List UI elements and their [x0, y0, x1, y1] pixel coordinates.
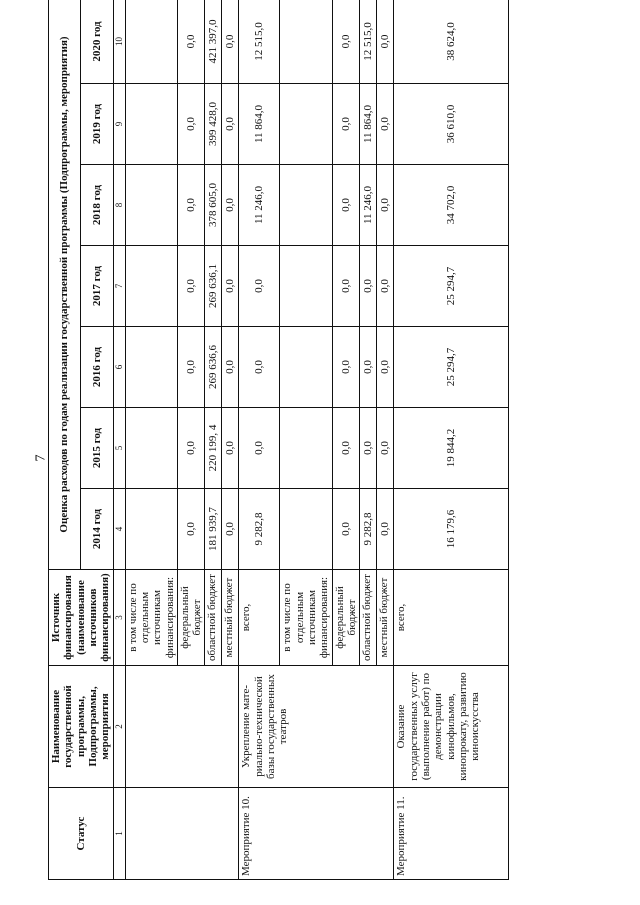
value-cell: 0,0	[332, 489, 360, 570]
header-year: 2017 год	[81, 246, 113, 327]
value-cell: 0,0	[222, 84, 239, 165]
value-cell: 12 515,0	[239, 0, 280, 84]
header-status: Статус	[49, 788, 114, 880]
value-cell: 0,0	[332, 84, 360, 165]
value-cell: 0,0	[222, 489, 239, 570]
value-cell: 0,0	[177, 246, 205, 327]
col-index: 6	[113, 327, 125, 408]
value-cell: 38 624,0	[394, 0, 509, 84]
value-cell: 11 864,0	[239, 84, 280, 165]
value-cell	[280, 246, 332, 327]
value-cell: 0,0	[177, 165, 205, 246]
value-cell: 12 515,0	[360, 0, 377, 84]
value-cell: 19 844,2	[394, 408, 509, 489]
value-cell: 0,0	[377, 489, 394, 570]
value-cell: 0,0	[239, 327, 280, 408]
source-cell: всего,	[394, 570, 509, 666]
source-cell: всего,	[239, 570, 280, 666]
col-index: 7	[113, 246, 125, 327]
value-cell	[125, 84, 177, 165]
value-cell	[125, 165, 177, 246]
value-cell: 9 282,8	[239, 489, 280, 570]
value-cell: 0,0	[222, 165, 239, 246]
value-cell	[280, 165, 332, 246]
value-cell: 11 864,0	[360, 84, 377, 165]
value-cell: 0,0	[222, 0, 239, 84]
col-index: 3	[113, 570, 125, 666]
value-cell	[280, 489, 332, 570]
value-cell	[280, 408, 332, 489]
value-cell: 181 939,7	[205, 489, 222, 570]
col-index: 9	[113, 84, 125, 165]
header-year: 2018 год	[81, 165, 113, 246]
budget-table	[48, 0, 509, 880]
value-cell: 0,0	[360, 246, 377, 327]
value-cell	[125, 408, 177, 489]
value-cell: 25 294,7	[394, 327, 509, 408]
col-index: 4	[113, 489, 125, 570]
table-row	[394, 0, 509, 880]
value-cell: 0,0	[222, 246, 239, 327]
column-index-row	[113, 0, 125, 880]
name-cell	[125, 666, 239, 788]
page-number: 7	[33, 454, 49, 462]
value-cell: 16 179,6	[394, 489, 509, 570]
header-year: 2019 год	[81, 84, 113, 165]
source-cell: в том числе по отдельным источникам финансирования:	[280, 570, 332, 666]
header-estimate: Оценка расходов по годам реализации государственной программы (Подпрограммы, мероприятия)	[49, 0, 81, 570]
status-cell: Мероприятие 11.	[394, 788, 509, 880]
source-cell: областной бюджет	[205, 570, 222, 666]
value-cell: 9 282,8	[360, 489, 377, 570]
rotated-table-wrapper	[48, 0, 588, 880]
header-year: 2016 год	[81, 327, 113, 408]
value-cell	[125, 327, 177, 408]
value-cell: 0,0	[239, 246, 280, 327]
value-cell	[280, 327, 332, 408]
col-index: 2	[113, 666, 125, 788]
name-cell: Укрепление мате-риально-технической базы государственных театров	[239, 666, 394, 788]
col-index: 5	[113, 408, 125, 489]
value-cell	[125, 0, 177, 84]
value-cell: 0,0	[332, 408, 360, 489]
value-cell	[125, 489, 177, 570]
value-cell: 0,0	[377, 84, 394, 165]
value-cell: 0,0	[177, 327, 205, 408]
value-cell: 0,0	[177, 408, 205, 489]
col-index: 1	[113, 788, 125, 880]
value-cell: 0,0	[377, 246, 394, 327]
source-cell: в том числе по отдельным источникам финансирования:	[125, 570, 177, 666]
name-cell: Оказание государственных услуг (выполнение работ) по демонстрации кинофильмов, кинопрокату, развитию киноискусства	[394, 666, 509, 788]
value-cell: 0,0	[239, 408, 280, 489]
value-cell: 269 636,1	[205, 246, 222, 327]
value-cell: 0,0	[177, 0, 205, 84]
value-cell: 269 636,6	[205, 327, 222, 408]
source-cell: федеральный бюджет	[177, 570, 205, 666]
value-cell: 0,0	[377, 327, 394, 408]
header-name: Наименование государственной программы, Подпрограммы, мероприятия	[49, 666, 114, 788]
source-cell: местный бюджет	[222, 570, 239, 666]
value-cell: 0,0	[377, 408, 394, 489]
value-cell: 0,0	[360, 408, 377, 489]
table-row	[125, 0, 177, 880]
value-cell: 34 702,0	[394, 165, 509, 246]
status-cell	[125, 788, 239, 880]
table-row	[239, 0, 280, 880]
source-cell: областной бюджет	[360, 570, 377, 666]
value-cell: 0,0	[377, 165, 394, 246]
header-year: 2014 год	[81, 489, 113, 570]
status-cell: Мероприятие 10.	[239, 788, 394, 880]
value-cell: 11 246,0	[239, 165, 280, 246]
value-cell	[280, 84, 332, 165]
value-cell: 0,0	[332, 0, 360, 84]
value-cell: 0,0	[222, 408, 239, 489]
source-cell: федеральный бюджет	[332, 570, 360, 666]
value-cell	[280, 0, 332, 84]
source-cell: местный бюджет	[377, 570, 394, 666]
header-year: 2020 год	[81, 0, 113, 84]
value-cell: 421 397,0	[205, 0, 222, 84]
value-cell: 36 610,0	[394, 84, 509, 165]
value-cell: 0,0	[177, 489, 205, 570]
header-source: Источник финансирования (наименование источников финансирования)	[49, 570, 114, 666]
value-cell: 378 605,0	[205, 165, 222, 246]
col-index: 8	[113, 165, 125, 246]
value-cell: 0,0	[332, 327, 360, 408]
col-index: 10	[113, 0, 125, 84]
value-cell: 0,0	[332, 246, 360, 327]
value-cell: 0,0	[177, 84, 205, 165]
value-cell: 11 246,0	[360, 165, 377, 246]
value-cell: 25 294,7	[394, 246, 509, 327]
header-year: 2015 год	[81, 408, 113, 489]
value-cell: 0,0	[377, 0, 394, 84]
value-cell: 0,0	[332, 165, 360, 246]
value-cell: 220 199, 4	[205, 408, 222, 489]
value-cell: 0,0	[222, 327, 239, 408]
value-cell	[125, 246, 177, 327]
value-cell: 0,0	[360, 327, 377, 408]
value-cell: 399 428,0	[205, 84, 222, 165]
